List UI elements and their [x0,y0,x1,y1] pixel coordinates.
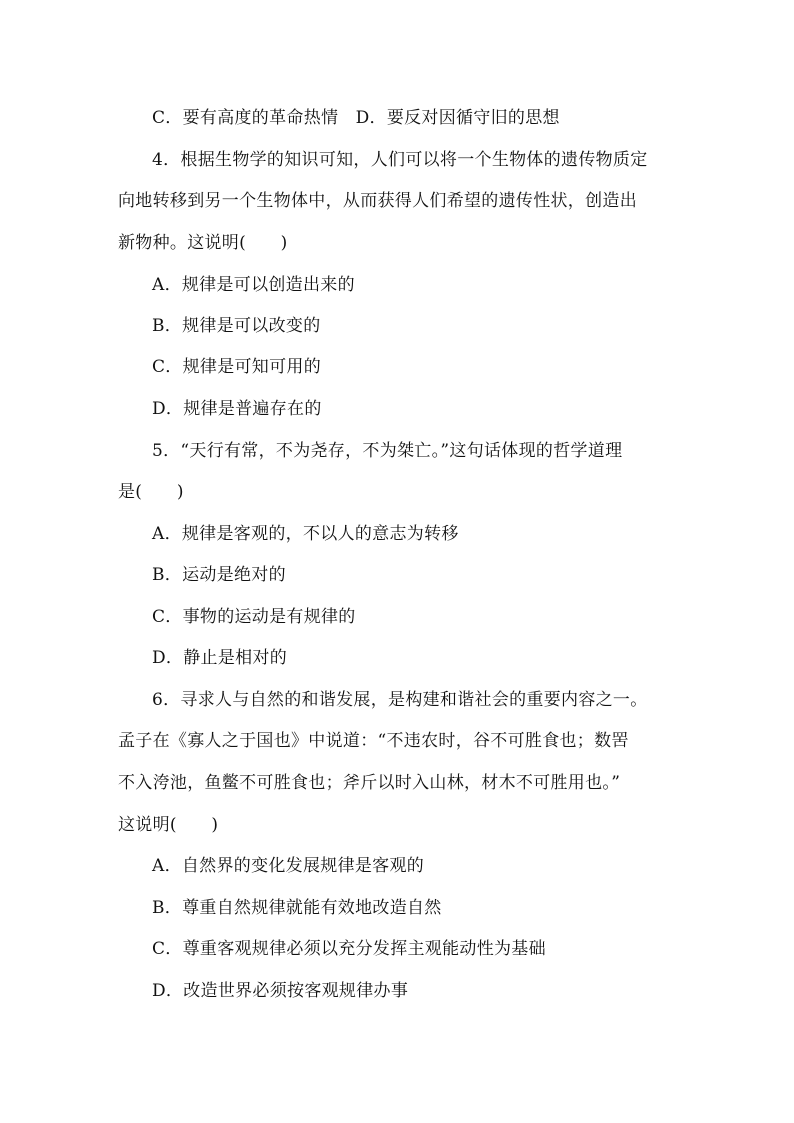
q6-stem-line-3: 不入洿池，鱼鳖不可胜食也；斧斤以时入山林，材木不可胜用也。” [118,773,621,793]
q6-stem-line-4: 这说明( ) [118,815,219,835]
q5-option-d: D．静止是相对的 [152,648,288,668]
q6-option-b: B．尊重自然规律就能有效地改造自然 [152,898,442,918]
q4-stem-line-3: 新物种。这说明( ) [118,233,288,253]
q5-stem-line-1: 5．“天行有常，不为尧存，不为桀亡。”这句话体现的哲学道理 [152,441,623,461]
q6-stem-line-1: 6．寻求人与自然的和谐发展，是构建和谐社会的重要内容之一。 [152,690,648,710]
q5-option-c: C．事物的运动是有规律的 [152,607,356,627]
q5-option-b: B．运动是绝对的 [152,565,286,585]
q3-option-cd: C．要有高度的革命热情 D．要反对因循守旧的思想 [152,108,560,128]
q6-option-d: D．改造世界必须按客观规律办事 [152,981,409,1001]
q5-option-a: A．规律是客观的，不以人的意志为转移 [152,524,459,544]
q4-option-d: D．规律是普遍存在的 [152,399,322,419]
q4-stem-line-2: 向地转移到另一个生物体中，从而获得人们希望的遗传性状，创造出 [118,191,637,211]
q6-option-a: A．自然界的变化发展规律是客观的 [152,856,425,876]
q4-stem-line-1: 4．根据生物学的知识可知，人们可以将一个生物体的遗传物质定 [152,150,648,170]
q4-option-b: B．规律是可以改变的 [152,316,321,336]
q6-option-c: C．尊重客观规律必须以充分发挥主观能动性为基础 [152,939,546,959]
q4-option-a: A．规律是可以创造出来的 [152,275,355,295]
q6-stem-line-2: 孟子在《寡人之于国也》中说道：“不违农时，谷不可胜食也；数罟 [118,731,629,751]
q4-option-c: C．规律是可知可用的 [152,357,322,377]
q5-stem-line-2: 是( ) [118,482,184,502]
